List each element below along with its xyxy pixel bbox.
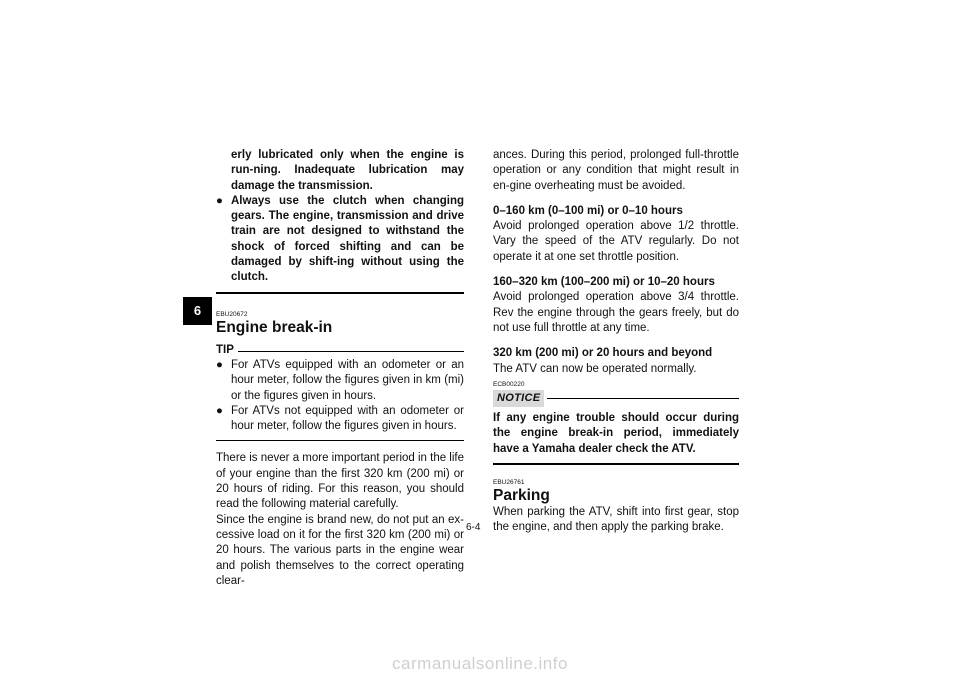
tip-rule [238,351,464,352]
tip-bullet-text: For ATVs not equipped with an odometer or hour meter, follow the figures given in hours. [231,404,464,433]
notice-text: If any engine trouble should occur during the engine break-in period, immediately have a Yamaha dealer check the ATV. [493,412,739,455]
warning-bullet-text: Always use the clutch when changing gears. The engine, transmission and drive train are not designed to withstand the shock of forced shifting and can be damaged by shift-ing without using the clutch. [231,194,464,284]
tip-label: TIP [216,343,234,356]
section-code: EBU26761 [493,479,525,487]
stage-heading: 160–320 km (100–200 mi) or 10–20 hours [493,276,715,289]
section-code: EBU20672 [216,310,248,318]
tip-bullet-text: For ATVs equipped with an odometer or an hour meter, follow the figures given in km (mi) or the figures given in hours. [231,358,464,402]
stage-heading: 0–160 km (0–100 mi) or 0–10 hours [493,204,683,217]
chapter-tab: 6 [183,297,212,325]
warning-bullet [216,194,464,286]
tip-header [216,343,464,358]
notice-header [493,390,739,407]
notice-code: ECB00220 [493,380,525,388]
watermark-text: carmanualsonline.info [392,654,568,673]
section-title: Engine break-in [216,318,333,336]
body-paragraph-continued: ances. During this period, prolonged full-throttle operation or any condition that might result in en-gine overheating must be avoided. [493,149,739,192]
notice-label: NOTICE [493,390,544,407]
stage-text: Avoid prolonged operation above 3/4 throttle. Rev the engine through the gears freely, but do not use full throttle at any time. [493,291,739,334]
right-column [493,148,739,536]
body-paragraph: There is never a more important period in the life of your engine than the first 320 km (200 mi) or 20 hours of riding. For this reason, you should read the following material carefully. [216,452,465,511]
stage-text: The ATV can now be operated normally. [493,362,697,375]
left-column [216,148,464,589]
notice-rule [547,398,739,399]
notice-end-rule [493,463,739,465]
body-paragraph: When parking the ATV, shift into first gear, stop the engine, and then apply the parking brake. [493,506,739,534]
tip-end-rule [216,440,464,441]
warning-end-rule [216,292,464,294]
bullet-icon: ● [216,358,223,371]
body-paragraph: Since the engine is brand new, do not put an ex-cessive load on it for the first 320 km (200 mi) or 20 hours. The various parts in the engine wear and polish themselves to the correct operating clear- [216,513,464,587]
stage-heading: 320 km (200 mi) or 20 hours and beyond [493,347,713,360]
warning-continued-text: erly lubricated only when the engine is run-ning. Inadequate lubrication may damage the transmission. [231,149,464,192]
page-number: 6-4 [466,522,481,533]
section-title: Parking [493,487,550,505]
tip-bullet [216,358,464,404]
stage-text: Avoid prolonged operation above 1/2 throttle. Vary the speed of the ATV regularly. Do not operate it at one set throttle position. [493,220,739,263]
bullet-icon: ● [216,404,223,417]
tip-bullet [216,404,464,435]
bullet-icon: ● [216,194,223,207]
